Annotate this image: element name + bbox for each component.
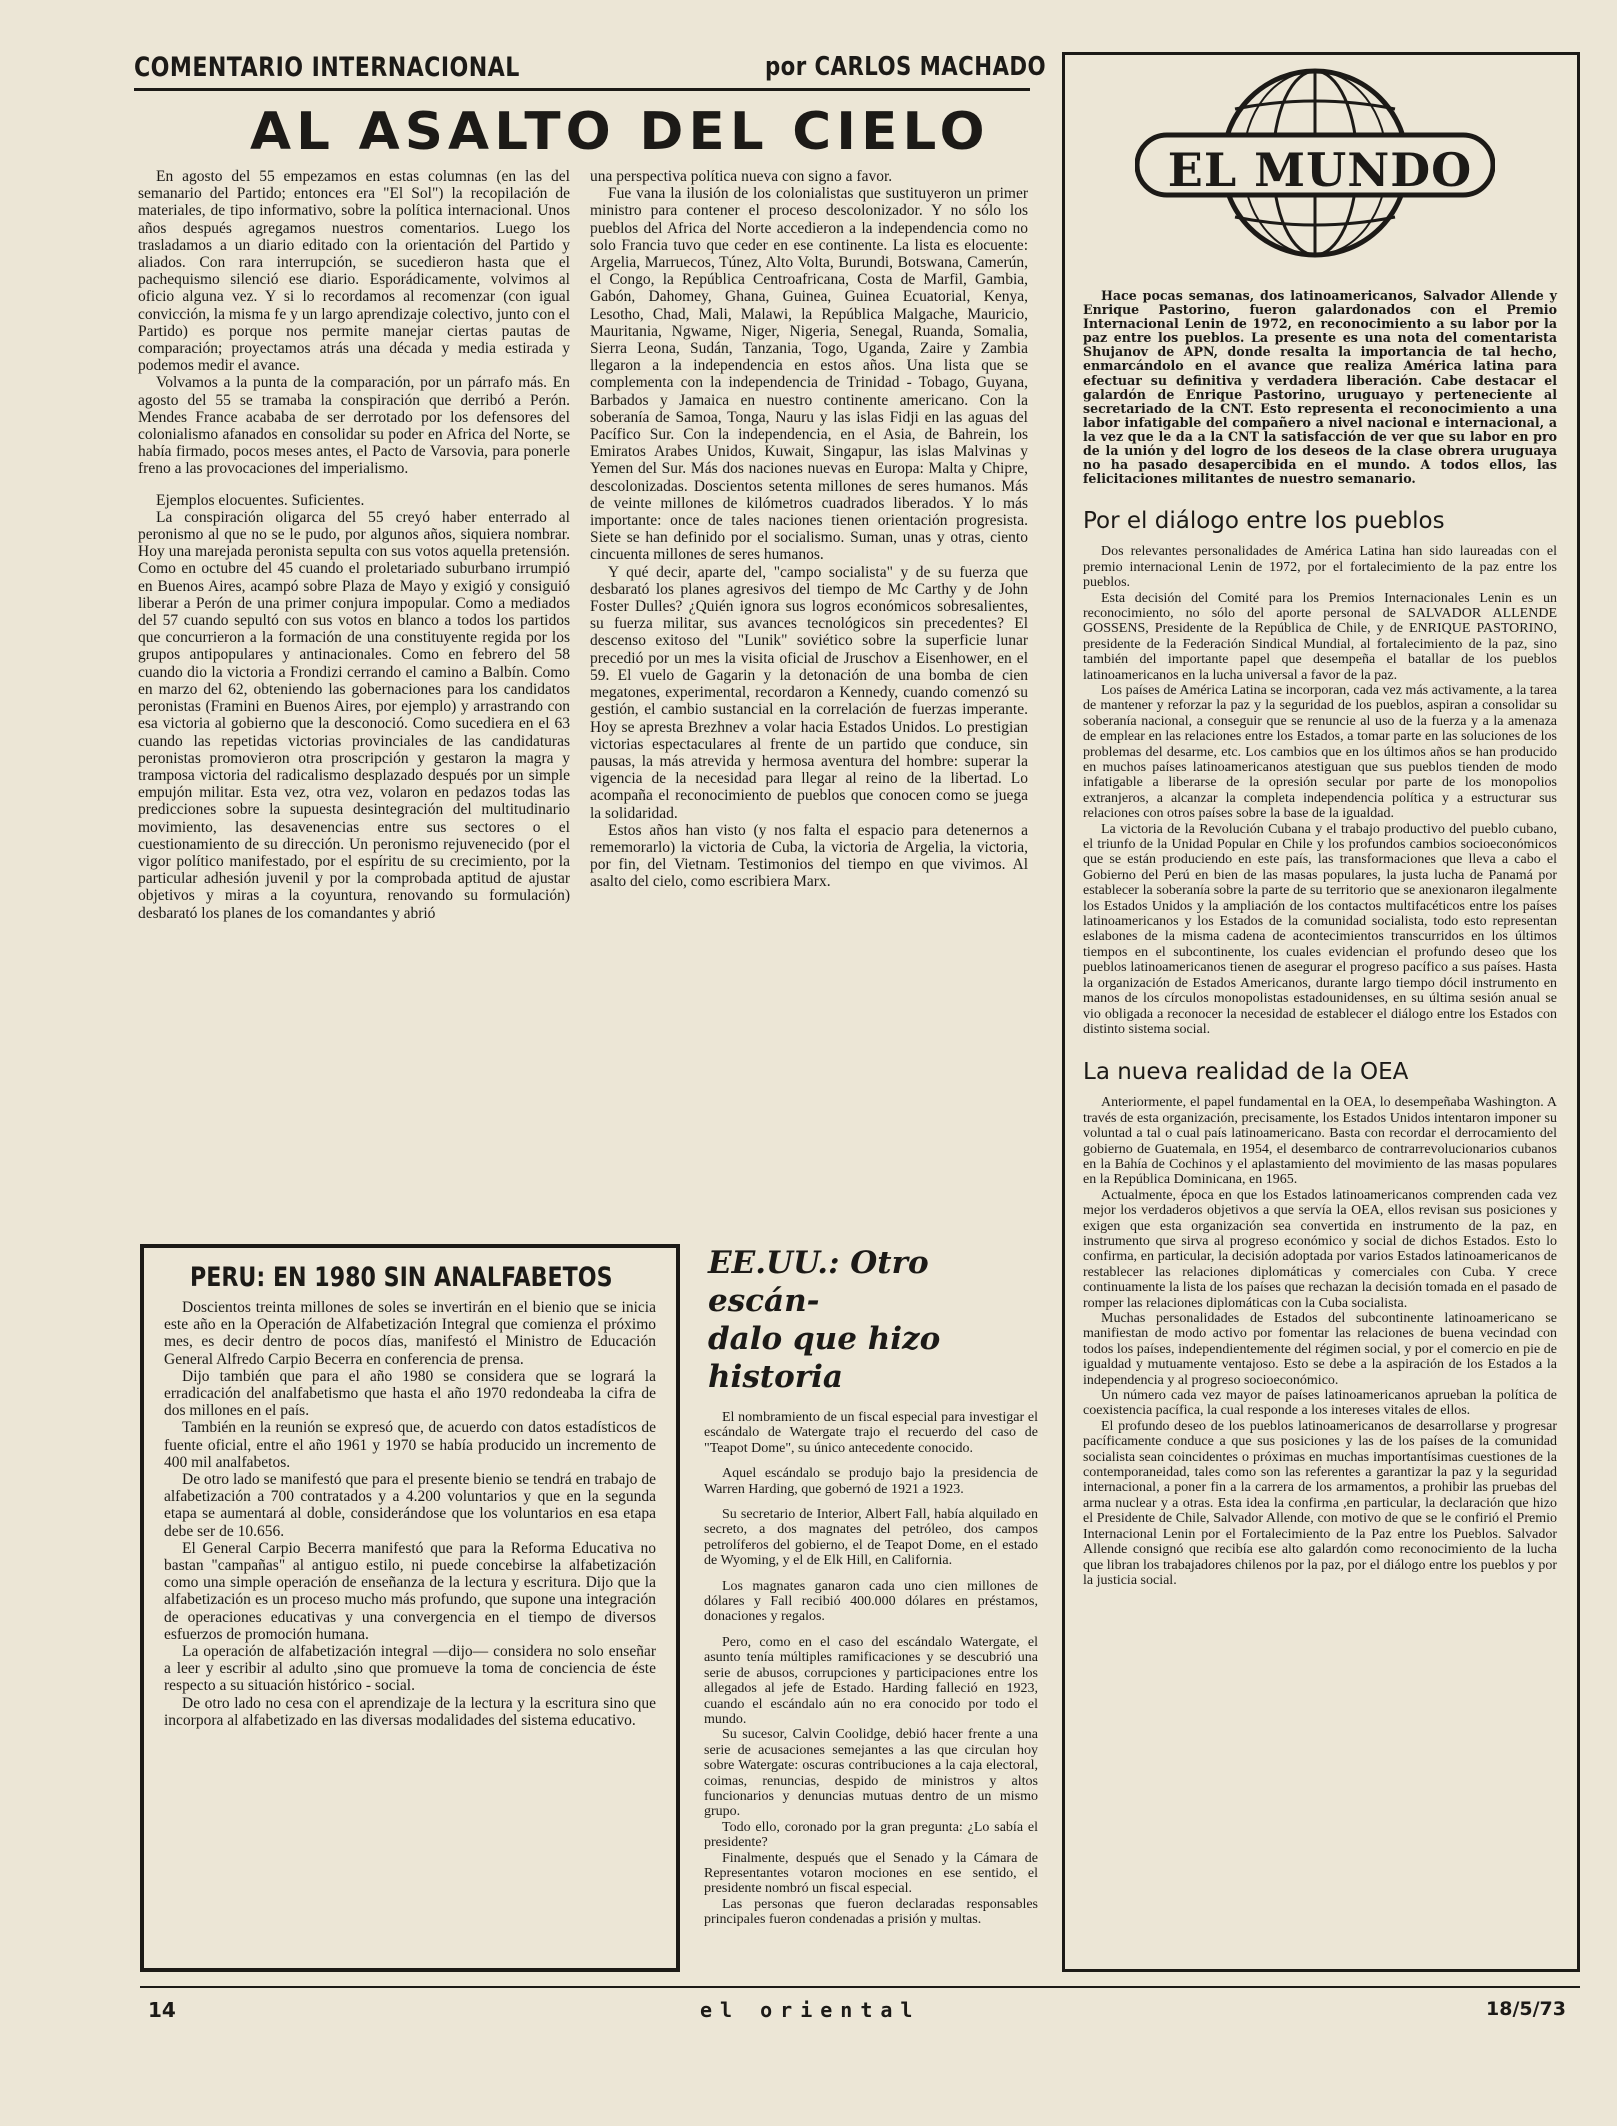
byline: por CARLOS MACHADO (765, 52, 1047, 82)
paragraph: La conspiración oligarca del 55 creyó haber enterrado al peronismo al que no se le pudo, por algunos años, siquiera nombrar. Hoy una marejada peronista sepulta con sus votos aquella pretensión. Como en octubre del 45 cuando el proletariado suburbano irrumpió en Buenos Aires, acampó sobre Plaza de Mayo y exigió y consiguió liberar a Perón de una primer conjura impopular. Como a mediados del 57 cuando sepultó con sus votos en blanco a todos los partidos que concurrieron a la formación de una constituyente regida por los grupos antipopulares y antinacionales. Como en febrero del 58 cuando dio la victoria a Frondizi cerrando el camino a Balbín. Como en marzo del 62, obteniendo las gobernaciones para los candidatos peronistas (Framini en Buenos Aires, por ejemplo) y arrastrando con esa victoria al gobierno que la desconoció. Como sucediera en el 63 cuando las repetidas victorias provinciales de las candidaturas peronistas promovieron otra proscripción y gestaron la magra y tramposa victoria del radicalismo desplazado después por un simple empujón militar. Esta vez, otra vez, volaron en pedazos todas las predicciones sobre la supuesta desintegración del multitudinario movimiento, las desavenencias entre sus sectores o el cuestionamiento de su dirección. Un peronismo rejuvenecido (por el vigor político manifestado, por el espíritu de su crecimiento, por la particular adhesión juvenil y por la comprobada aptitud de ajustar objetivos y miras a la coyuntura, renovando su formulación) desbarató los planes de los comandantes y abrió (138, 508, 570, 922)
peru-article-box (140, 1244, 680, 1972)
paragraph: Estos años han visto (y nos falta el espacio para detenernos a rememorarlo) la victoria de Cuba, la victoria de Argelia, la victoria, por fin, del Vietnam. Testimonios del tiempo en que vivimos. Al asalto del cielo, como escribiera Marx. (590, 821, 1028, 891)
el-mundo-logo (1083, 55, 1557, 271)
paragraph: La operación de alfabetización integral —dijo— considera no solo enseñar a leer y escribir al adulto ,sino que promueve la toma de conciencia de éste respecto a su situación histórico - social. (164, 1643, 656, 1695)
section-heading: La nueva realidad de la OEA (1083, 1059, 1409, 1086)
paragraph: La victoria de la Revolución Cubana y el trabajo productivo del pueblo cubano, el triunfo de la Unidad Popular en Chile y los profundos cambios socioeconómicos que se están produciendo en este país, las transformaciones que lleva a cabo el Gobierno del Perú en bien de las masas populares, la justa lucha de Panamá por establecer la soberanía sobre la parte de su territorio que se anexionaron ilegalmente los Estados Unidos y la ampliación de los contactos multifacéticos entre los países latinoamericanos y los Estados de la comunidad socialista, todo esto representan eslabones de la misma cadena de acontecimientos transcurridos en los últimos tiempos en el subcontinente, los cuales evidencian el profundo deseo que los pueblos latinoamericanos tienen de asegurar el progreso pacífico a sus países. Hasta la organización de Estados Americanos, durante largo tiempo dócil instrumento en manos de los círculos monopolistas estadounidenses, en su última sesión anual se vio obligada a reconocer la necesidad de establecer el diálogo entre los Estados con distinto sistema social. (1083, 821, 1557, 1037)
paragraph: Ejemplos elocuentes. Suficientes. (156, 491, 365, 509)
paragraph: Doscientos treinta millones de soles se invertirán en el bienio que se inicia este año en la Operación de Alfabetización Integral que comienza el próximo mes, es decir dentro de pocos días, manifestó el Ministro de Educación General Alfredo Carpio Becerra en conferencia de prensa. (164, 1299, 656, 1368)
issue-date: 18/5/73 (1486, 1998, 1566, 2020)
paragraph: Y qué decir, aparte del, "campo socialista" y de su fuerza que desbarató los planes agresivos del tiempo de Mc Carthy y de John Foster Dulles? ¿Quién ignora sus logros económicos sobresalientes, su fuerza militar, sus avances tecnológicos sin precedentes? El descenso exitoso del "Lunik" soviético sobre la superficie lunar precedió por un mes la visita oficial de Jruschov a Eisenhower, en el 59. El vuelo de Gagarin y la detonación de una bomba de cien megatones, experimental, recordaron a Kennedy, cuando comenzó su gestión, el cambio sustancial en la correlación de fuerzas imperante. Hoy se apresta Brezhnev a volar hacia Estados Unidos. Lo prestigian victorias espectaculares al frente de un partido que conduce, sin pausas, la más atrevida y hermosa aventura del hombre: superar la vigencia de la necesidad para llegar al reino de la libertad. Lo acompaña el reconocimiento de pueblos que conocen como se juega la solidaridad. (590, 563, 1028, 822)
paragraph: Todo ello, coronado por la gran pregunta: ¿Lo sabía el presidente? (704, 1819, 1038, 1851)
paragraph: Su secretario de Interior, Albert Fall, había alquilado en secreto, a dos magnates del petróleo, dos campos petrolíferos del gobierno, el de Teapot Dome, en el estado de Wyoming, y el de Elk Hill, en California. (704, 1507, 1038, 1569)
el-mundo-box (1062, 52, 1580, 1972)
section-heading: Por el diálogo entre los pueblos (1083, 508, 1445, 535)
paragraph: una perspectiva política nueva con signo a favor. (590, 168, 893, 185)
footer-rule (140, 1986, 1580, 1988)
el-mundo-logo-text: EL MUNDO (1167, 143, 1473, 197)
paragraph: Pero, como en el caso del escándalo Watergate, el asunto tenía múltiples ramificaciones y se descubrió una serie de abusos, corrupciones y participaciones entre los allegados al jefe de Estado. Harding falleció en 1923, cuando el escándalo aún no era conocido por todo el mundo. (704, 1634, 1038, 1727)
eeuu-title-line-1: EE.UU.: Otro escán- (708, 1245, 929, 1319)
paragraph: Finalmente, después que el Senado y la Cámara de Representantes votaron mociones en ese sentido, el presidente nombró un fiscal especial. (704, 1850, 1038, 1897)
paragraph: Volvamos a la punta de la comparación, por un párrafo más. En agosto del 55 se tramaba la conspiración que derribó a Perón. Mendes France acababa de ser derrotado por los defensores del colonialismo afanados en consolidar su poder en Africa del Norte, se había firmado, pocos meses antes, el Pacto de Varsovia, para ponerle freno a las provocaciones del imperialismo. (138, 374, 570, 478)
paragraph: El General Carpio Becerra manifestó que para la Reforma Educativa no bastan "campañas" al antiguo estilo, ni puede concebirse la alfabetización como una simple operación de enseñanza de la lectura y escritura. Dijo que la alfabetización es un proceso mucho más profundo, que supone una integración de operaciones educativas y una convergencia en el tiempo de diversos esfuerzos de promoción humana. (164, 1539, 656, 1643)
paragraph: El nombramiento de un fiscal especial para investigar el escándalo de Watergate trajo el recuerdo del caso de "Teapot Dome", su único antecedente conocido. (704, 1410, 1038, 1456)
eeuu-article (704, 1244, 1038, 1974)
page-number: 14 (148, 1998, 176, 2022)
page-title: AL ASALTO DEL CIELO (250, 102, 990, 162)
main-article-column-2 (590, 168, 1028, 1230)
eeuu-title-line-2: dalo que hizo historia (708, 1321, 941, 1395)
publication-name: el oriental (700, 1998, 921, 2022)
paragraph: También en la reunión se expresó que, de acuerdo con datos estadísticos de fuente oficial, entre el año 1961 y 1970 se había producido un incremento de 400 mil analfabetos. (164, 1419, 656, 1471)
paragraph: Aquel escándalo se produjo bajo la presidencia de Warren Harding, que gobernó de 1921 a 1923. (704, 1466, 1038, 1497)
paragraph: De otro lado no cesa con el aprendizaje de la lectura y la escritura sino que incorpora al alfabetizado en las diversas modalidades del sistema educativo. (164, 1694, 656, 1729)
paragraph: En agosto del 55 empezamos en estas columnas (en las del semanario del Partido; entonces era "El Sol") la recopilación de materiales, de tipo informativo, sobre la política internacional. Unos años después agregamos nuestros comentarios. Luego los trasladamos a un diario editado con la orientación del Partido y aliados. Con rara interrupción, se sucedieron hasta que el pachequismo silenció ese diario. Esporádicamente, volvimos al oficio alguna vez. Y si lo recordamos al recomenzar (con igual convicción, la misma fe y un largo aprendizaje colectivo, junto con el Partido) es porque nos permite manejar ciertas pautas de comparación; proyectamos atrás una década y media estirada y podemos medir el avance. (138, 168, 570, 375)
paragraph: Dos relevantes personalidades de América Latina han sido laureadas con el premio internacional Lenin de 1972, por el fortalecimiento de la paz entre los pueblos. (1083, 544, 1557, 591)
paragraph: Esta decisión del Comité para los Premios Internacionales Lenin es un reconocimiento, no sólo del aporte personal de SALVADOR ALLENDE GOSSENS, Presidente de la República de Chile, y de ENRIQUE PASTORINO, presidente de la Federación Sindical Mundial, al fortalecimiento de la paz, sino también del importante papel que desempeña el batallar de los pueblos latinoamericanos en la lucha universal a favor de la paz. (1083, 590, 1557, 683)
section-header: COMENTARIO INTERNACIONAL (134, 52, 520, 83)
main-article-column-1 (138, 168, 570, 1230)
el-mundo-intro: Hace pocas semanas, dos latinoamericanos, Salvador Allende y Enrique Pastorino, fueron galardonados con el Premio Internacional Lenin de 1972, en reconocimiento a su labor por la paz entre los pueblos. La presente es una nota del comentarista Shujanov de APN, donde resalta la importancia de tal hecho, enmarcándolo en el avance que realiza América latina para efectuar su definitiva y verdadera liberación. Cabe destacar el galardón de Enrique Pastorino, uruguayo y perteneciente al secretariado de la CNT. Esto representa el reconocimiento a una labor infatigable del compañero a nivel nacional e internacional, a la vez que le da a la CNT la satisfacción de ver que su labor en pro de la unión y del logro de los deseos de la clase obrera uruguaya no ha pasado desapercibida en el mundo. A todos ellos, las felicitaciones militantes de nuestro semanario. (1083, 288, 1557, 487)
paragraph: Su sucesor, Calvin Coolidge, debió hacer frente a una serie de acusaciones semejantes a las que circulan hoy sobre Watergate: oscuras contribuciones a la caja electoral, coimas, renuncias, despido de ministros y altos funcionarios y denuncias mutuas dentro de un mismo grupo. (704, 1727, 1038, 1820)
paragraph: Los países de América Latina se incorporan, cada vez más activamente, a la tarea de mantener y reforzar la paz y la seguridad de los pueblos, aspiran a consolidar su soberanía nacional, a conseguir que se renuncie al uso de la fuerza y a la amenaza de emplear en las relaciones entre los Estados, a tomar parte en las soluciones de los problemas del desarme, etc. Los cambios que en los últimos años se han producido en muchos países latinoamericanos atestiguan que sus pueblos tienden de modo infatigable a liberarse de la opresión secular por parte de los monopolios extranjeros, a alcanzar la completa independencia política y a estructurar sus relaciones con otros países sobre la base de la igualdad. (1083, 682, 1557, 822)
paragraph: De otro lado se manifestó que para el presente bienio se tendrá en trabajo de alfabetización a 700 contratados y a 4.200 voluntarios y que en la segunda etapa se aumentará al doble, considerándose que los voluntarios en esa etapa debe ser de 10.656. (164, 1471, 656, 1540)
header-rule (134, 88, 1030, 91)
peru-article-title: PERU: EN 1980 SIN ANALFABETOS (190, 1262, 613, 1293)
paragraph: Fue vana la ilusión de los colonialistas que sustituyeron un primer ministro para contener el proceso descolonizador. Y no sólo los pueblos del Africa del Norte accedieron a la independencia como no solo Francia tuvo que ceder en ese continente. La lista es elocuente: Argelia, Marruecos, Túnez, Alto Volta, Burundi, Botswana, Camerún, el Congo, la República Centroafricana, Costa de Marfil, Gambia, Gabón, Dahomey, Ghana, Guinea, Guinea Ecuatorial, Kenya, Lesotho, Chad, Mali, Malawi, la República Malgache, Mauricio, Mauritania, Ngwame, Niger, Nigeria, Senegal, Ruanda, Somalia, Sierra Leona, Sudán, Tanzania, Togo, Uganda, Zaire y Zambia llegaron a la independencia en estos años. Una lista que se complementa con la independencia de Trinidad - Tobago, Guyana, Barbados y Jamaica en nuestro continente americano. Con la soberanía de Samoa, Tonga, Nauru y las islas Fidji en las aguas del Pacífico Sur. Con la independencia, en el Asia, de Bahrein, los Emiratos Arabes Unidos, Kuwait, Singapur, las islas Malvinas y Yemen del Sur. Más dos naciones nuevas en Europa: Malta y Chipre, descolonizadas. Doscientos setenta millones de seres humanos. Más de veinte millones de kilómetros cuadrados liberados. Y lo más importante: once de tales naciones tienen orientación progresista. Siete se han definido por el socialismo. Suman, unas y otras, ciento cincuenta millones de seres humanos. (590, 185, 1028, 564)
paragraph: El profundo deseo de los pueblos latinoamericanos de desarrollarse y progresar pacíficamente conduce a que sus posiciones y las de los países de la comunidad socialista sean coincidentes o próximas en muchas importantísimas cuestiones de la contemporaneidad, tales como son las referentes a garantizar la paz y la seguridad internacional, a poner fin a la carrera de los armamentos, a prohibir las pruebas del arma nuclear y a otras. Esta idea la confirma ,en particular, la declaración que hizo el Presidente de Chile, Salvador Allende, con motivo de que se le confirió el Premio Internacional Lenin por el Fortalecimiento de la Paz entre los Pueblos. Salvador Allende consignó que recibía ese alto galardón como reconocimiento de la lucha que libran los trabajadores chilenos por la paz, por el diálogo entre los pueblos y por la justicia social. (1083, 1418, 1557, 1588)
paragraph: Un número cada vez mayor de países latinoamericanos aprueban la política de coexistencia pacífica, la cual responde a los intereses vitales de ellos. (1083, 1388, 1557, 1419)
paragraph: Las personas que fueron declaradas responsables principales fueron condenadas a prisión y multas. (704, 1896, 1038, 1928)
paragraph: Los magnates ganaron cada uno cien millones de dólares y Fall recibió 400.000 dólares en préstamos, donaciones y regalos. (704, 1578, 1038, 1625)
paragraph: Actualmente, época en que los Estados latinoamericanos comprenden cada vez mejor los verdaderos objetivos a que servía la OEA, ellos revisan sus posiciones y exigen que esta organización sea convertida en instrumento de la paz, en instrumento que sirva al progreso económico y social de dichos Estados. Esto lo confirma, en particular, la decisión adoptada por varios Estados latinoamericanos de restablecer las relaciones diplomáticas y comerciales con Cuba. Y crece continuamente la lista de los países que rechazan la decisión tomada en el pasado de romper las relaciones diplomáticas con la Cuba socialista. (1083, 1187, 1557, 1311)
paragraph: Anteriormente, el papel fundamental en la OEA, lo desempeñaba Washington. A través de esta organización, precisamente, los Estados Unidos intentaron imponer su voluntad a tal o cual país latinoamericano. Basta con recordar el derrocamiento del gobierno de Guatemala, en 1954, el desembarco de contrarrevolucionarios cubanos en la Bahía de Cochinos y el aplastamiento del movimiento de las masas populares en la República Dominicana, en 1965. (1083, 1095, 1557, 1188)
paragraph: Dijo también que para el año 1980 se considera que se logrará la erradicación del analfabetismo que hasta el año 1970 redondeaba la cifra de dos millones en el país. (164, 1367, 656, 1420)
eeuu-article-title (708, 1244, 1038, 1396)
paragraph: Muchas personalidades de Estados del subcontinente latinoamericano se manifiestan de modo activo por fomentar las relaciones de buena vecindad con todos los países, independientemente del régimen social, y por el comercio en pie de igualdad y mutuamente ventajoso. Esto se debe a la aspiración de los Estados a la independencia y al progreso socioeconómico. (1083, 1311, 1557, 1388)
